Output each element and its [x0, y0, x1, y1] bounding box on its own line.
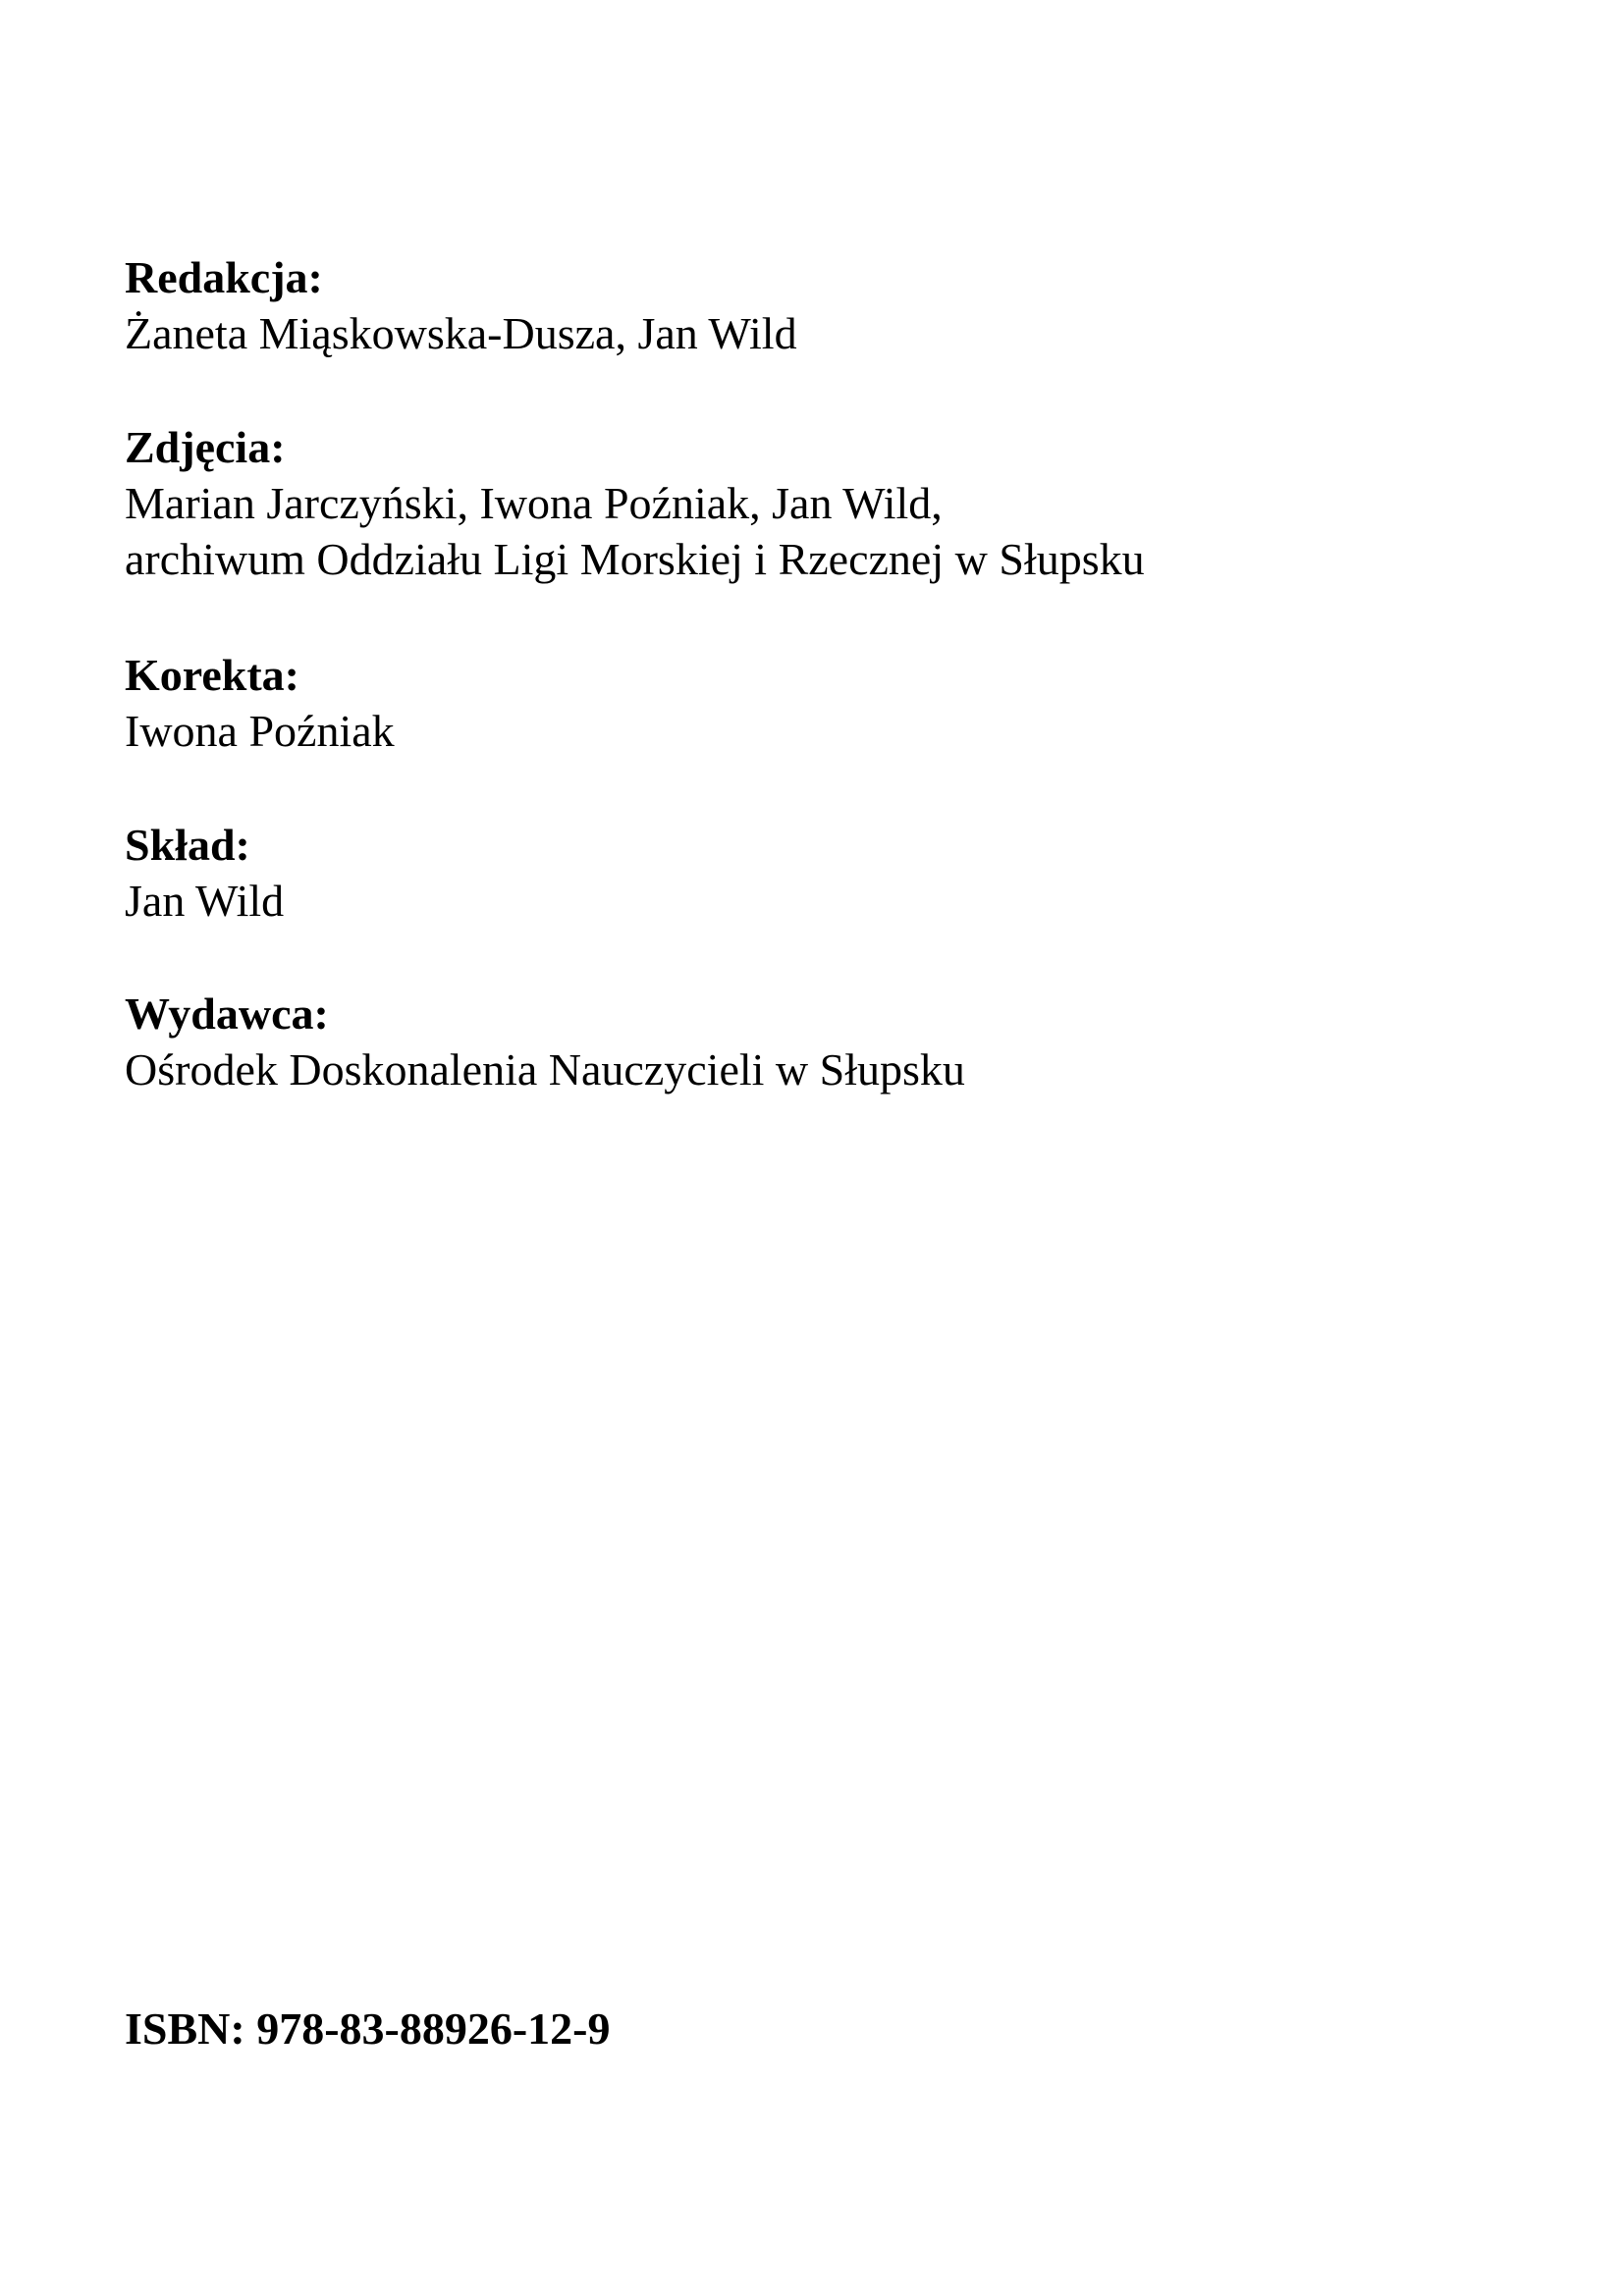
section-line: archiwum Oddziału Ligi Morskiej i Rzecznej w Słupsku — [125, 534, 1145, 584]
section-editors — [125, 249, 1499, 361]
section-heading: Wydawca: — [125, 988, 329, 1039]
section-line: Iwona Poźniak — [125, 706, 395, 756]
section-heading: Skład: — [125, 820, 250, 870]
section-line: Marian Jarczyński, Iwona Poźniak, Jan Wild, — [125, 478, 943, 528]
section-heading: Zdjęcia: — [125, 422, 286, 472]
section-publisher — [125, 986, 1499, 1097]
section-proofreading — [125, 647, 1499, 759]
section-heading: Korekta: — [125, 650, 300, 700]
isbn-label: ISBN: 978-83-88926-12-9 — [125, 2003, 611, 2054]
section-photos — [125, 419, 1499, 587]
section-heading: Redakcja: — [125, 252, 323, 302]
section-line: Ośrodek Doskonalenia Nauczycieli w Słupsku — [125, 1044, 965, 1095]
section-line: Jan Wild — [125, 876, 285, 926]
section-line: Żaneta Miąskowska-Dusza, Jan Wild — [125, 308, 797, 358]
section-typesetting — [125, 817, 1499, 929]
